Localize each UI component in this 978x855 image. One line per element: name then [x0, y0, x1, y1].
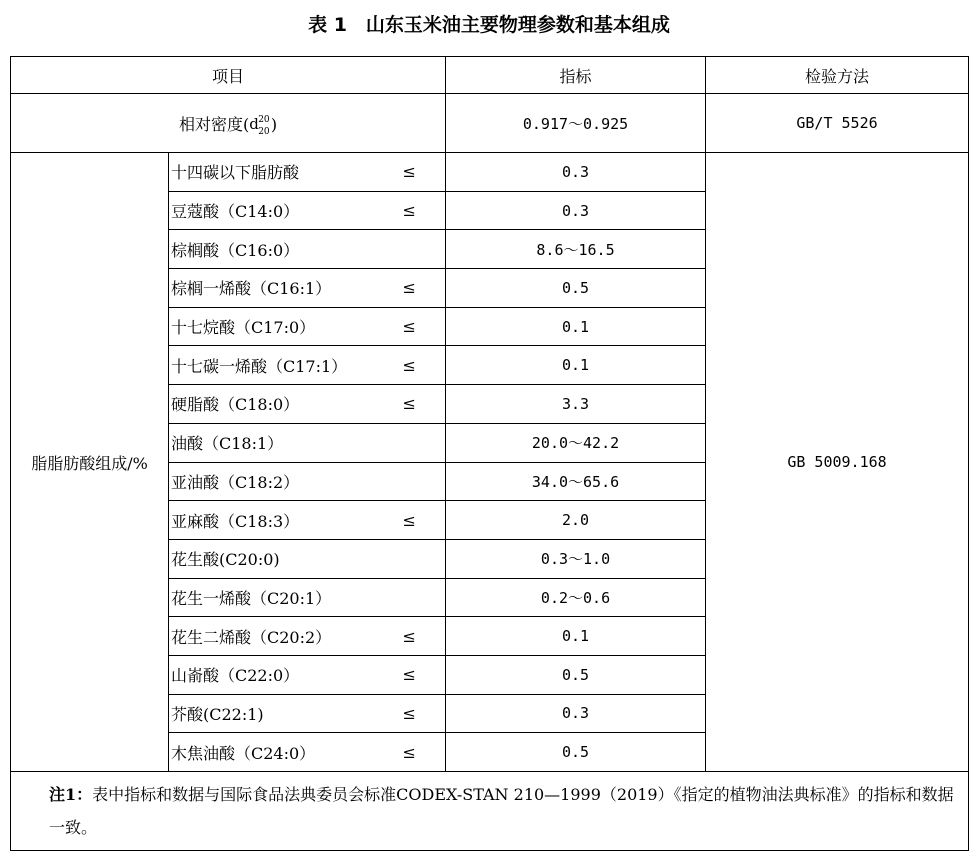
- fatty-acid-value: 0.3～1.0: [446, 539, 706, 578]
- le-symbol: ≤: [397, 385, 446, 424]
- fatty-acid-name: 花生二烯酸（C20:2）: [169, 617, 397, 656]
- le-symbol: ≤: [397, 733, 446, 772]
- fatty-acid-name: 芥酸(C22:1): [169, 694, 397, 733]
- fatty-acid-value: 8.6～16.5: [446, 230, 706, 269]
- le-symbol: ≤: [397, 694, 446, 733]
- fatty-acid-name: 豆蔻酸（C14:0）: [169, 191, 397, 230]
- fatty-acid-name: 棕榈酸（C16:0）: [169, 230, 397, 269]
- density-close: ): [270, 114, 278, 134]
- fatty-acid-value: 0.3: [446, 191, 706, 230]
- fatty-acid-value: 0.5: [446, 269, 706, 308]
- note-text: 表中指标和数据与国际食品法典委员会标准CODEX-STAN 210—1999（2019）《指定的植物油法典标准》的指标和数据一致。: [49, 785, 954, 837]
- fatty-acid-method: GB 5009.168: [706, 153, 969, 772]
- le-symbol: [397, 539, 446, 578]
- fatty-acid-name: 十七碳一烯酸（C17:1）: [169, 346, 397, 385]
- header-row: [11, 57, 969, 94]
- fatty-acid-name: 山嵛酸（C22:0）: [169, 655, 397, 694]
- le-symbol: ≤: [397, 617, 446, 656]
- le-symbol: ≤: [397, 269, 446, 308]
- fatty-acid-value: 0.3: [446, 694, 706, 733]
- density-label-cell: [11, 94, 446, 153]
- fatty-acid-value: 0.3: [446, 153, 706, 192]
- density-value: 0.917～0.925: [446, 94, 706, 153]
- fatty-acid-name: 亚油酸（C18:2）: [169, 462, 397, 501]
- fatty-acid-value: 0.1: [446, 617, 706, 656]
- le-symbol: ≤: [397, 191, 446, 230]
- le-symbol: ≤: [397, 655, 446, 694]
- fatty-acid-name: 十七烷酸（C17:0）: [169, 307, 397, 346]
- fatty-acid-name: 亚麻酸（C18:3）: [169, 501, 397, 540]
- density-label: 相对密度(: [178, 114, 250, 134]
- fatty-acid-name: 硬脂酸（C18:0）: [169, 385, 397, 424]
- table-note: [11, 772, 969, 851]
- le-symbol: ≤: [397, 346, 446, 385]
- fatty-acid-name: 十四碳以下脂肪酸: [169, 153, 397, 192]
- le-symbol: [397, 462, 446, 501]
- le-symbol: ≤: [397, 153, 446, 192]
- header-item: 项目: [11, 57, 446, 94]
- parameter-table: [10, 56, 969, 851]
- fatty-acid-value: 0.2～0.6: [446, 578, 706, 617]
- le-symbol: ≤: [397, 307, 446, 346]
- fatty-acid-name: 花生一烯酸（C20:1）: [169, 578, 397, 617]
- le-symbol: [397, 230, 446, 269]
- fatty-acid-value: 2.0: [446, 501, 706, 540]
- fatty-acid-value: 20.0～42.2: [446, 423, 706, 462]
- density-method: GB/T 5526: [706, 94, 969, 153]
- fatty-acid-value: 0.5: [446, 733, 706, 772]
- note-label: 注1：: [49, 785, 93, 804]
- fatty-acid-value: 3.3: [446, 385, 706, 424]
- le-symbol: ≤: [397, 501, 446, 540]
- table-title: 表 1 山东玉米油主要物理参数和基本组成: [308, 14, 670, 36]
- fatty-acid-name: 花生酸(C20:0): [169, 539, 397, 578]
- header-method: 检验方法: [706, 57, 969, 94]
- density-row: [11, 94, 969, 153]
- le-symbol: [397, 578, 446, 617]
- header-index: 指标: [446, 57, 706, 94]
- fatty-acid-name: 油酸（C18:1）: [169, 423, 397, 462]
- density-symbol: d 20 20: [249, 114, 270, 137]
- fatty-acid-name: 木焦油酸（C24:0）: [169, 733, 397, 772]
- fatty-acid-value: 0.1: [446, 307, 706, 346]
- table-row: [11, 153, 969, 192]
- fatty-acid-value: 34.0～65.6: [446, 462, 706, 501]
- fatty-acid-value: 0.1: [446, 346, 706, 385]
- fatty-acid-group-label: 脂脂肪酸组成/%: [11, 153, 169, 772]
- fatty-acid-value: 0.5: [446, 655, 706, 694]
- fatty-acid-name: 棕榈一烯酸（C16:1）: [169, 269, 397, 308]
- le-symbol: [397, 423, 446, 462]
